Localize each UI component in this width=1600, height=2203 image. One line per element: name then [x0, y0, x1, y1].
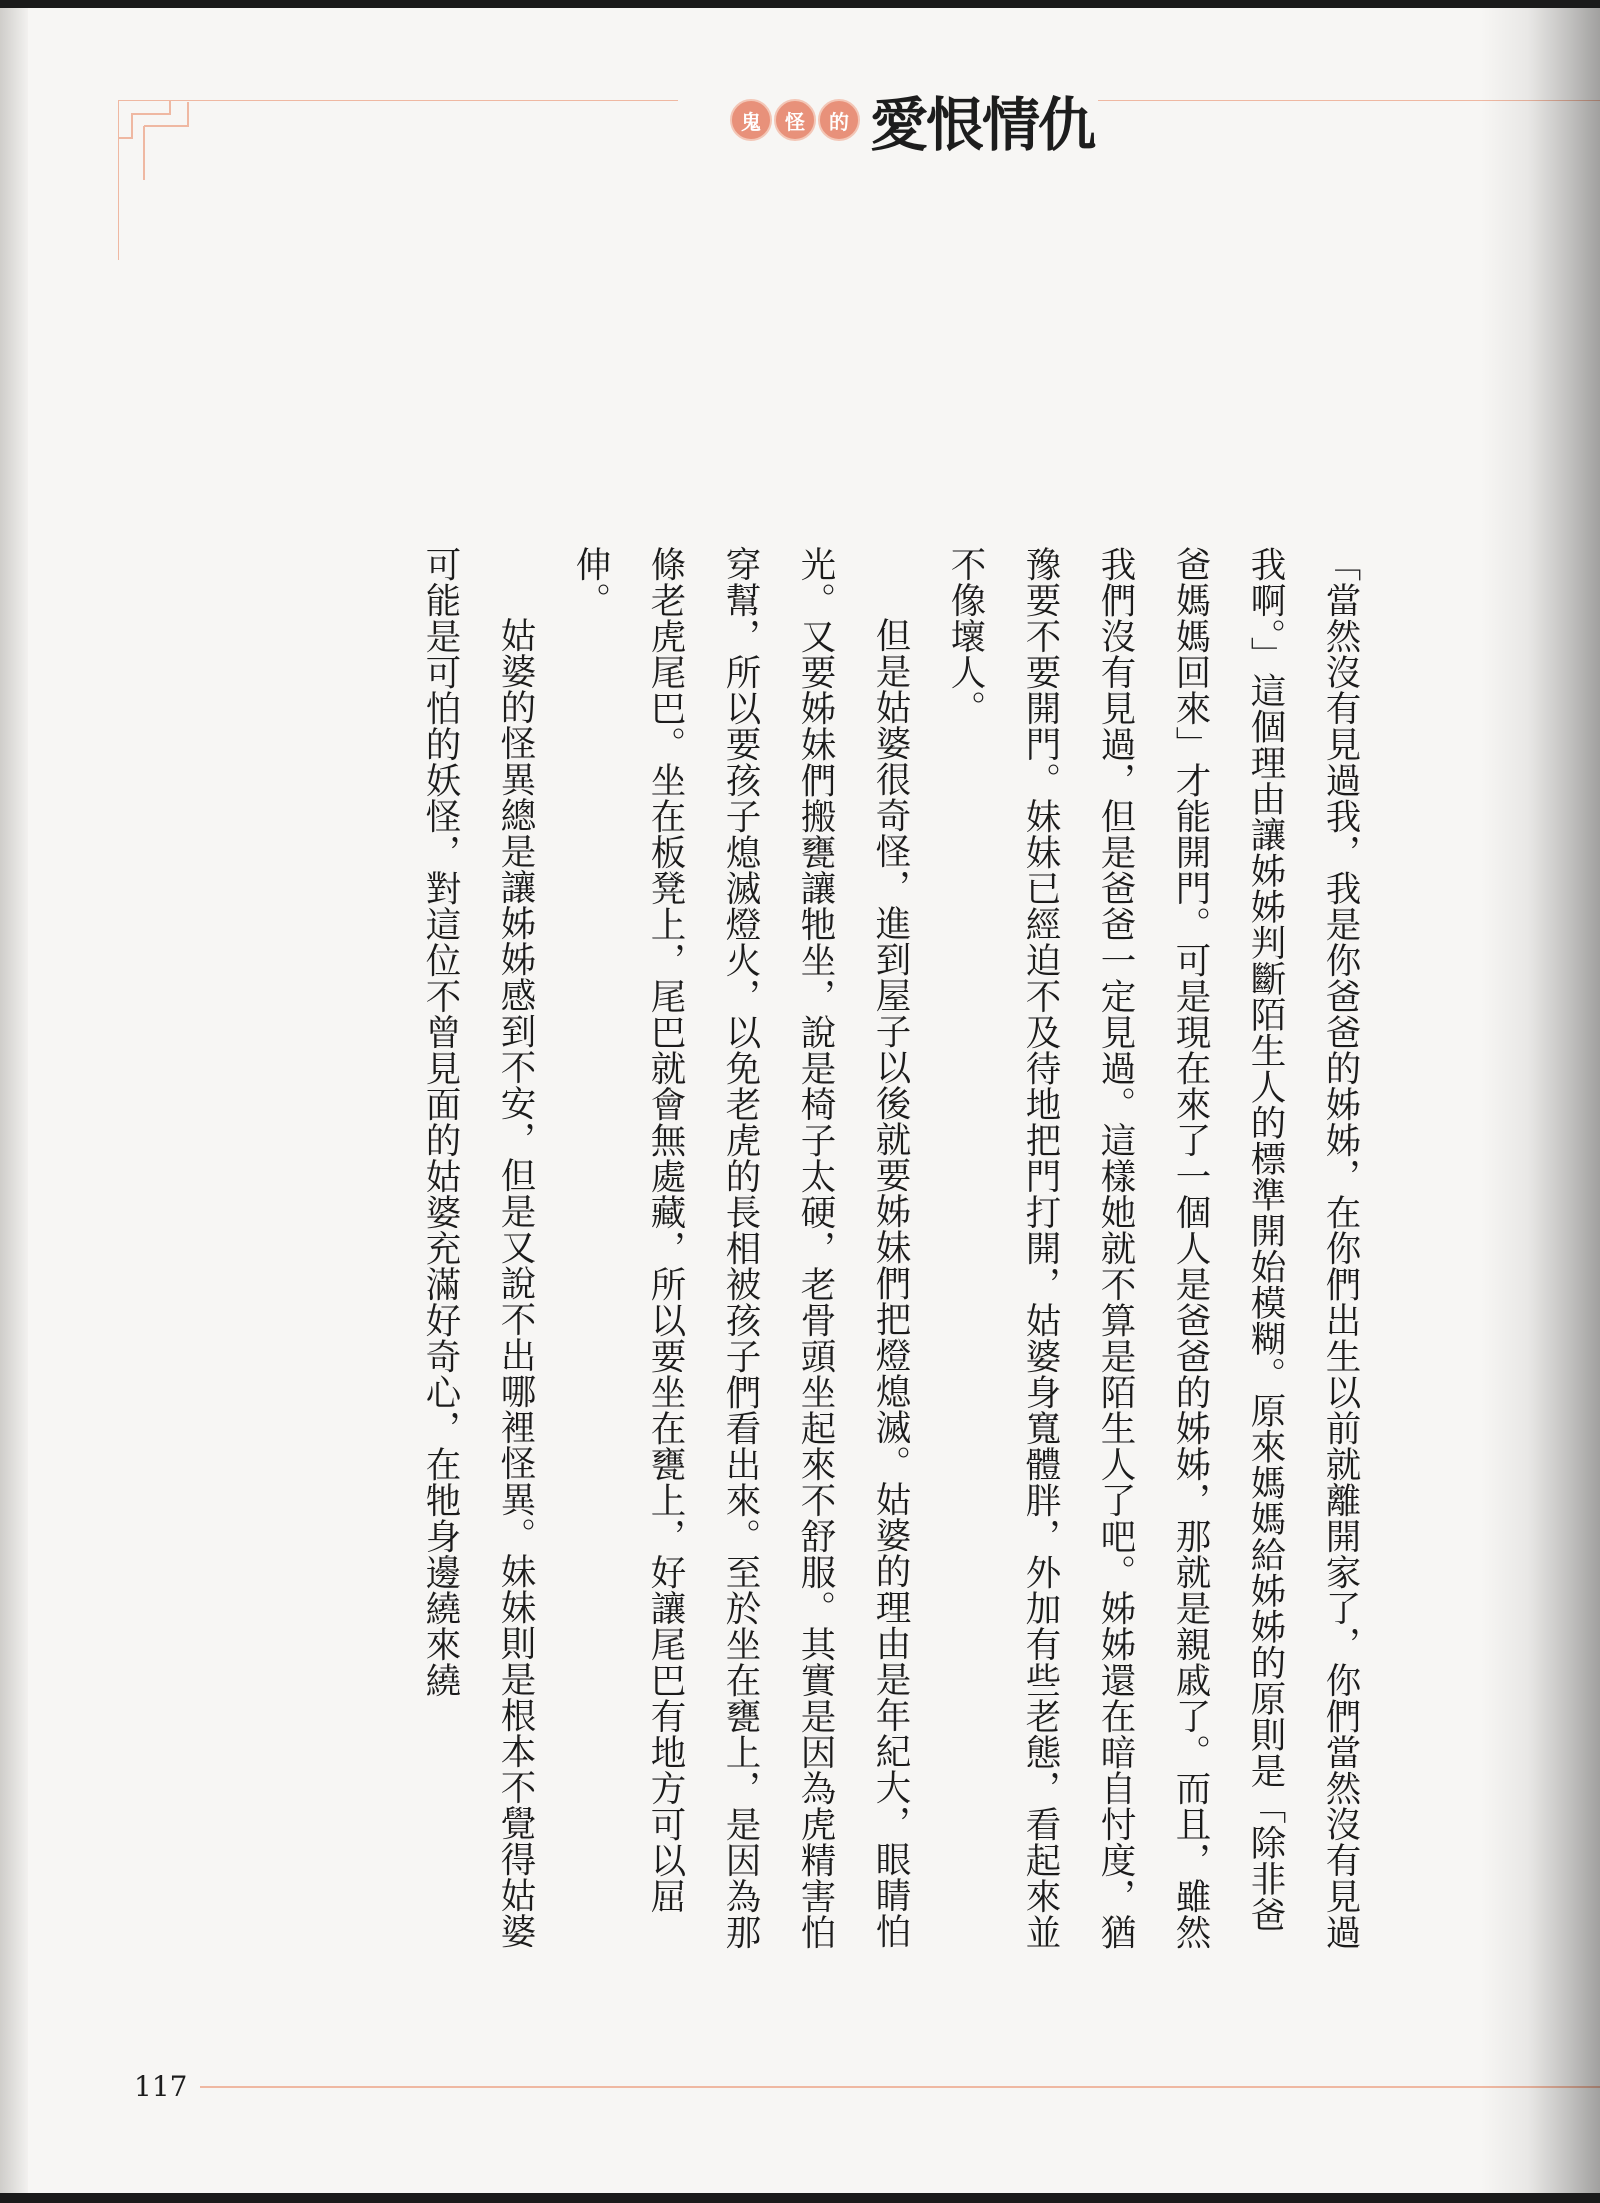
paragraph-3: 姑婆的怪異總是讓姊姊感到不安，但是又說不出哪裡怪異。妹妹則是根本不覺得姑婆可能是可怕的妖怪，對這位不曾見面的姑婆充滿好奇心，在牠身邊繞來繞 [420, 546, 536, 1949]
header-title: 愛恨情仇 [870, 91, 1095, 159]
header-char-2: 怪 [774, 99, 816, 141]
page-number: 117 [134, 2070, 188, 2103]
paragraph-2: 但是姑婆很奇怪，進到屋子以後就要姊妹們把燈熄滅。姑婆的理由是年紀大，眼睛怕光。又要姊妹們搬甕讓牠坐，說是椅子太硬，老骨頭坐起來不舒服。其實是因為虎精害怕穿幫，所以要孩子熄滅燈火，以免老虎的長相被孩子們看出來。至於坐在甕上，是因為那條老虎尾巴。坐在板凳上，尾巴就會無處藏，所以要坐在甕上，好讓尾巴有地方可以屈伸。 [570, 546, 911, 1950]
header-char-3: 的 [818, 99, 860, 141]
body-text [288, 546, 1378, 1966]
spine-shadow [1480, 8, 1600, 2193]
paragraph-1: 「當然沒有見過我，我是你爸爸的姊姊，在你們出生以前就離開家了，你們當然沒有見過我啊。」這個理由讓姊姊判斷陌生人的標準開始模糊。原來媽媽給姊姊的原則是「除非爸爸媽媽回來」才能開門。可是現在來了一個人是爸爸的姊姊，那就是親戚了。而且，雖然我們沒有見過，但是爸爸一定見過。這樣她就不算是陌生人了吧。姊姊還在暗自忖度，猶豫要不要開門。妹妹已經迫不及待地把門打開，姑婆身寬體胖，外加有些老態，看起來並不像壞人。 [945, 546, 1361, 1950]
footer-rule [200, 2086, 1600, 2088]
running-header [730, 80, 1094, 160]
page-edge [0, 8, 28, 2193]
header-char-1: 鬼 [730, 99, 772, 141]
book-page [0, 8, 1600, 2193]
